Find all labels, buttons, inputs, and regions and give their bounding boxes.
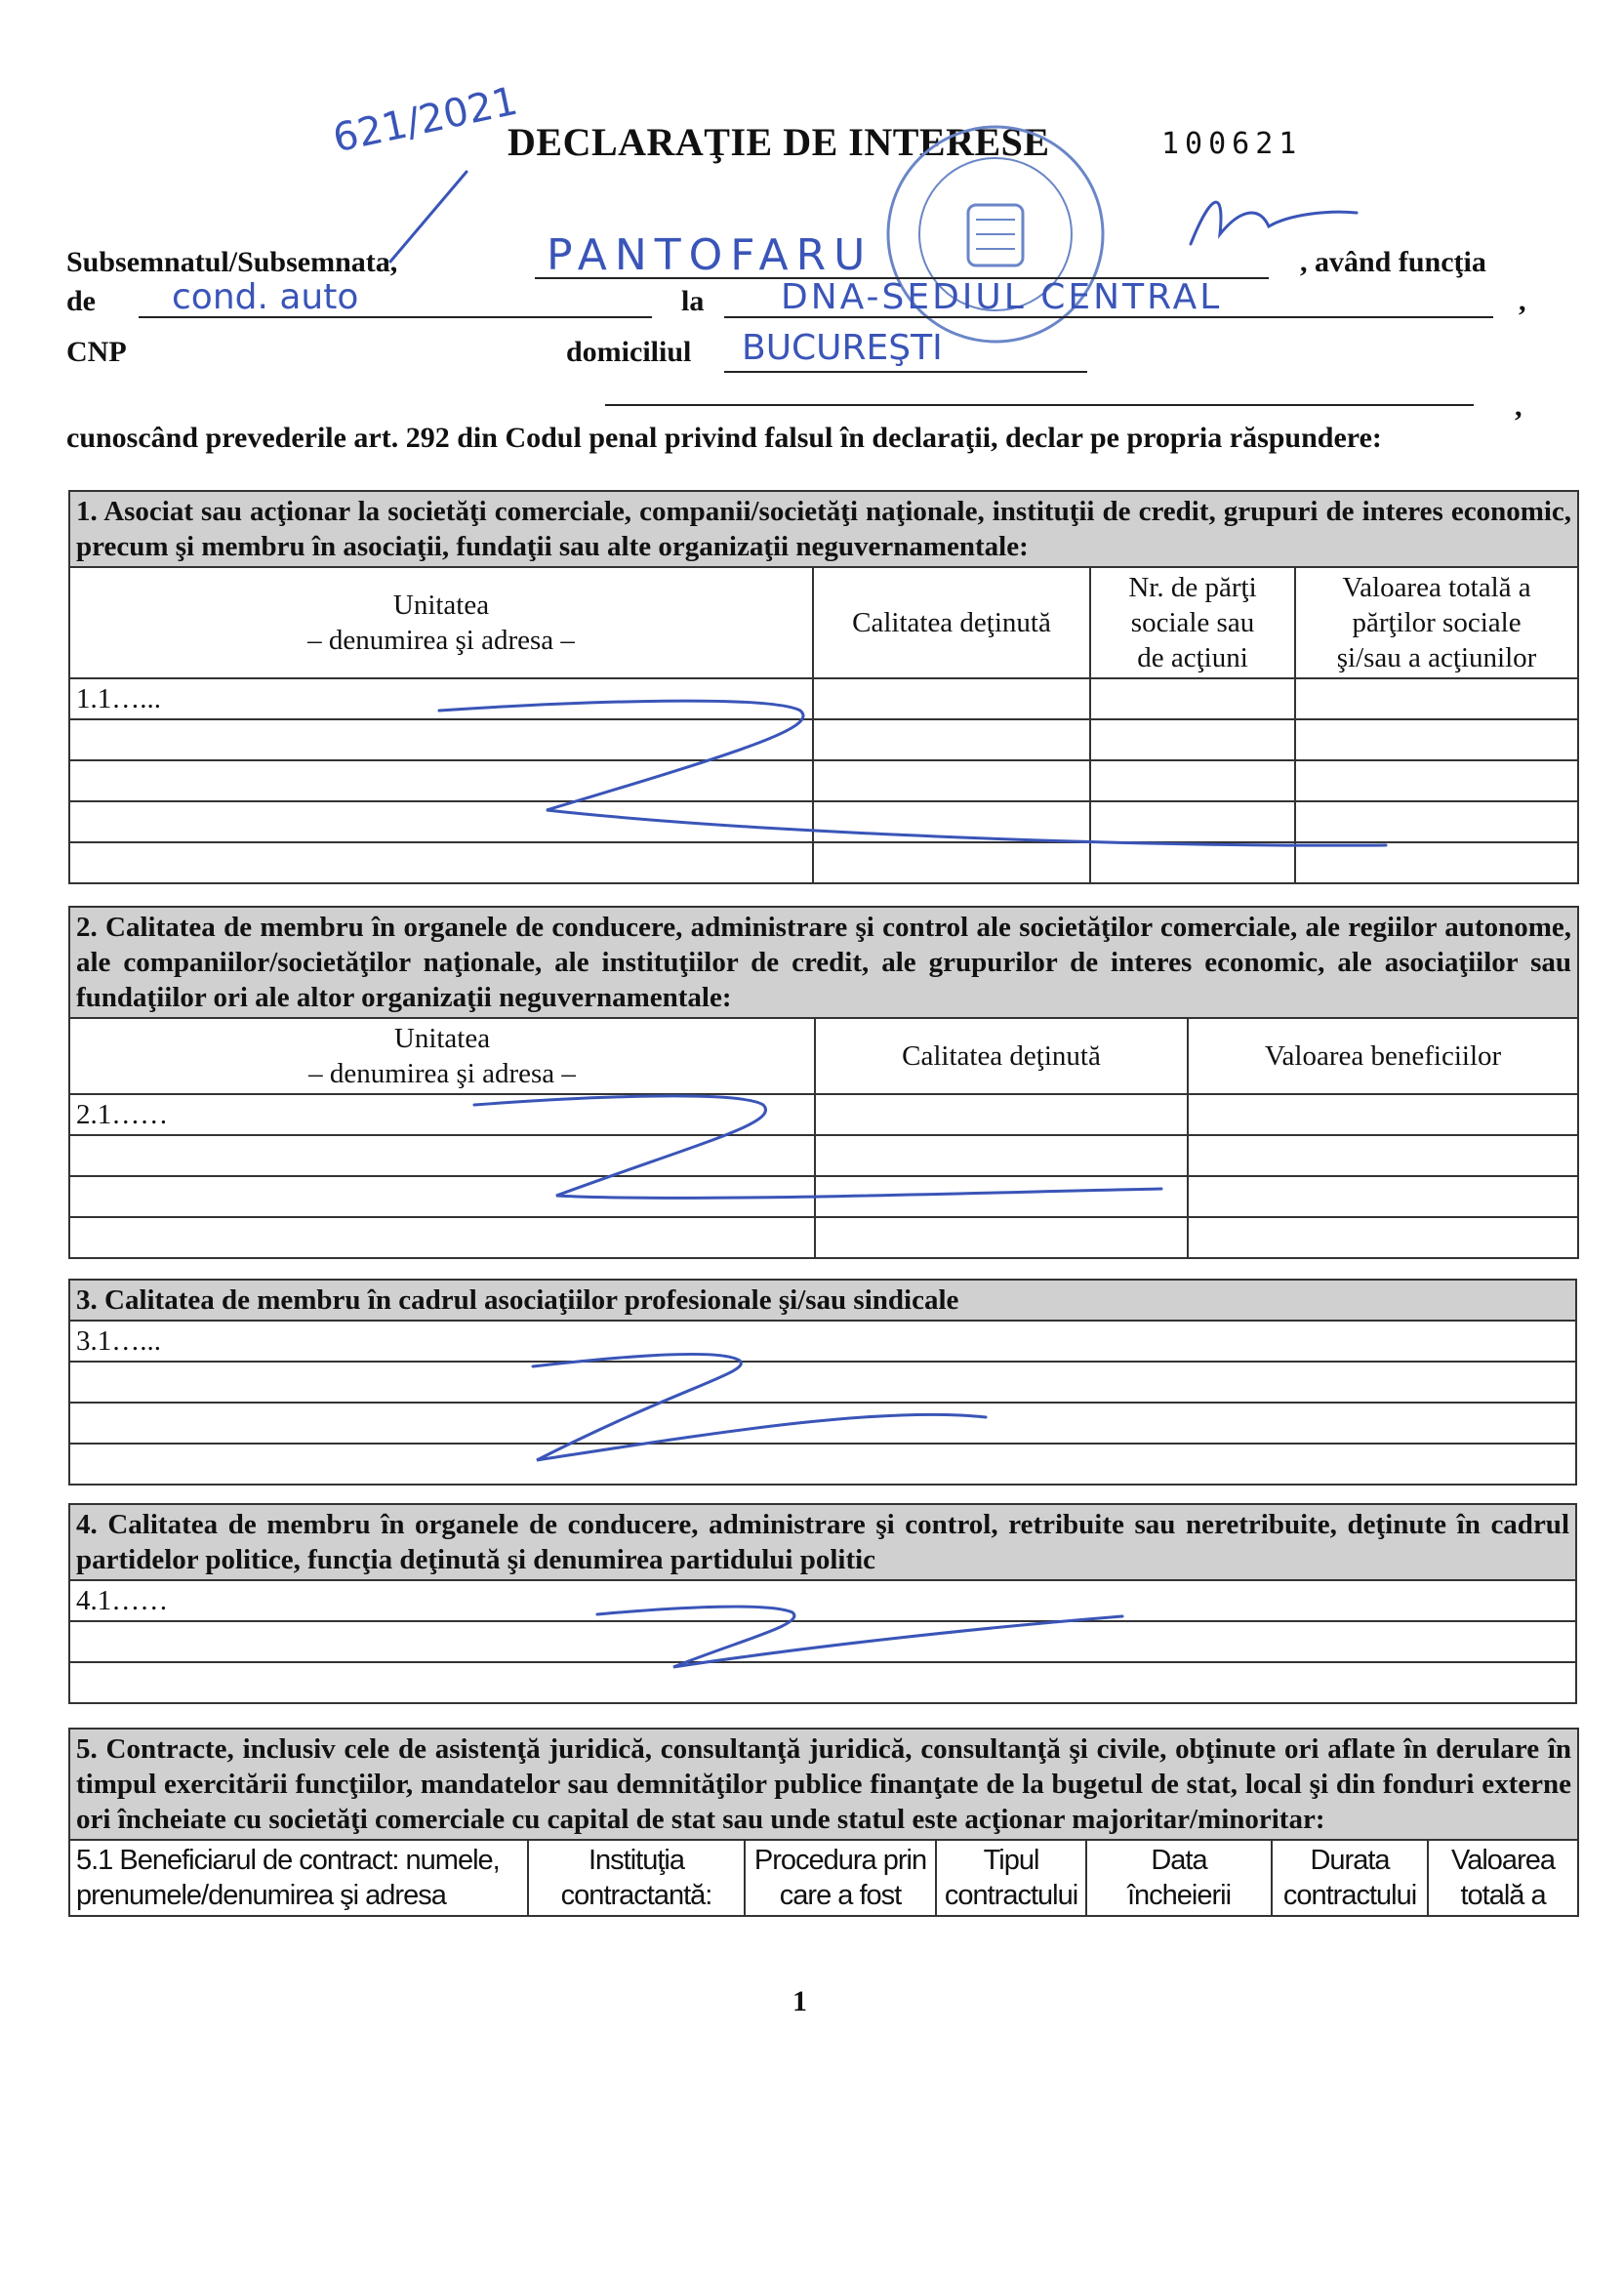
table-row bbox=[69, 1621, 1576, 1662]
section-1-heading: 1. Asociat sau acţionar la societăţi comerciale, companii/societăţi naţionale, instituţii de credit, grupuri de interes economic, precum şi membru în asociaţii, fundaţii sau alte organizaţii neguvernamentale: bbox=[69, 491, 1578, 567]
section-5-table bbox=[68, 1728, 1579, 1917]
column-header-procedura bbox=[745, 1840, 936, 1916]
column-header-beneficiar bbox=[69, 1840, 528, 1916]
column-header-valoarea-beneficiilor: Valoarea beneficiilor bbox=[1188, 1018, 1578, 1094]
header-line: care a fost bbox=[779, 1880, 902, 1911]
header-line: contractantă: bbox=[560, 1880, 712, 1911]
header-line: Procedura prin bbox=[753, 1845, 927, 1876]
header-line: Data bbox=[1151, 1845, 1207, 1876]
column-header-data bbox=[1086, 1840, 1272, 1916]
subsemnatul-label: Subsemnatul/Subsemnata, bbox=[66, 246, 398, 278]
header-line: totală a bbox=[1460, 1880, 1546, 1911]
header-line: 5.1 Beneficiarul de contract: numele, bbox=[76, 1845, 500, 1876]
header-line: – denumirea şi adresa – bbox=[307, 625, 575, 656]
comma-mark: , bbox=[1519, 285, 1526, 317]
header-line: Tipul bbox=[983, 1845, 1039, 1876]
column-header-durata bbox=[1272, 1840, 1428, 1916]
header-line: Instituţia bbox=[589, 1845, 684, 1876]
section-2-table bbox=[68, 906, 1579, 1259]
column-header-valoarea bbox=[1295, 567, 1578, 678]
header-line: Durata bbox=[1310, 1845, 1390, 1876]
cnp-label: CNP bbox=[66, 336, 127, 368]
table-row bbox=[69, 1321, 1576, 1362]
header-line: – denumirea şi adresa – bbox=[308, 1058, 576, 1089]
column-header-unitatea bbox=[69, 567, 813, 678]
avand-functia-label: , având funcţia bbox=[1300, 246, 1486, 278]
row-label: 4.1…… bbox=[69, 1580, 1576, 1621]
table-row bbox=[69, 1403, 1576, 1444]
table-row bbox=[69, 760, 1578, 801]
section-4-heading: 4. Calitatea de membru în organele de conducere, administrare şi control, retribuite sau neretribuite, deţinute în cadrul partidelor politice, funcţia deţinută şi denumirea partidului politic bbox=[69, 1504, 1576, 1580]
document-number: 100621 bbox=[1161, 127, 1303, 161]
header-line: Valoarea bbox=[1451, 1845, 1555, 1876]
document-title: DECLARAŢIE DE INTERESE bbox=[508, 120, 1050, 164]
de-label: de bbox=[66, 285, 96, 317]
section-5-heading: 5. Contracte, inclusiv cele de asistenţă juridică, consultanţă juridică, consultanţă şi civile, obţinute ori aflate în derulare în timpul exercitării funcţiilor, mandatelor sau demnităţilor publice finanţate de la bugetul de stat, local şi din fonduri externe ori încheiate cu societăţi comerciale cu capital de stat sau unde statul este acţionar majoritar/minoritar: bbox=[69, 1729, 1578, 1840]
table-row bbox=[69, 1662, 1576, 1703]
row-label: 1.1…... bbox=[69, 678, 813, 719]
section-2-heading: 2. Calitatea de membru în organele de conducere, administrare şi control ale societăţilor comerciale, ale regiilor autonome, ale companiilor/societăţilor naţionale, ale instituţiilor de credit, ale grupurilor de interes economic, ale asociaţiilor sau fundaţiilor ori ale altor organizaţii neguvernamentale: bbox=[69, 907, 1578, 1018]
signature-scribble bbox=[1191, 202, 1357, 244]
table-row bbox=[69, 842, 1578, 883]
table-row bbox=[69, 1176, 1578, 1217]
domiciliul-label: domiciliul bbox=[566, 336, 692, 368]
column-header-institutia bbox=[528, 1840, 745, 1916]
header-line: contractului bbox=[1282, 1880, 1417, 1911]
section-3-table bbox=[68, 1279, 1577, 1486]
header-line: Nr. de părţi bbox=[1128, 572, 1257, 603]
signature-stroke bbox=[390, 172, 467, 262]
header-line: şi/sau a acţiunilor bbox=[1336, 642, 1537, 673]
row-label: 3.1…... bbox=[69, 1321, 1576, 1362]
page-number: 1 bbox=[792, 1985, 807, 2017]
table-row bbox=[69, 1135, 1578, 1176]
address-continuation-line bbox=[605, 404, 1474, 406]
column-header-valoarea bbox=[1428, 1840, 1578, 1916]
intro-statement: cunoscând prevederile art. 292 din Codul penal privind falsul în declaraţii, declar pe propria răspundere: bbox=[66, 422, 1382, 454]
table-row bbox=[69, 801, 1578, 842]
header-line: Valoarea totală a bbox=[1342, 572, 1531, 603]
section-4-table bbox=[68, 1503, 1577, 1704]
header-line: Unitatea bbox=[392, 590, 490, 621]
domiciliul-field-value: BUCUREŞTI bbox=[742, 328, 943, 368]
table-row bbox=[69, 1094, 1578, 1135]
table-row bbox=[69, 719, 1578, 760]
header-line: contractului bbox=[944, 1880, 1078, 1911]
name-field-value: PANTOFARU bbox=[547, 230, 873, 280]
header-line: de acţiuni bbox=[1137, 642, 1248, 673]
table-row bbox=[69, 678, 1578, 719]
functia-field-value: cond. auto bbox=[172, 277, 359, 317]
table-row bbox=[69, 1580, 1576, 1621]
table-row bbox=[69, 1444, 1576, 1485]
section-3-heading: 3. Calitatea de membru în cadrul asociaţiilor profesionale şi/sau sindicale bbox=[69, 1280, 1576, 1321]
table-row bbox=[69, 1217, 1578, 1258]
institutia-field-value: DNA-SEDIUL CENTRAL bbox=[781, 277, 1223, 317]
column-header-unitatea bbox=[69, 1018, 815, 1094]
row-label: 2.1…… bbox=[69, 1094, 815, 1135]
header-line: Unitatea bbox=[393, 1023, 491, 1054]
column-header-tipul bbox=[936, 1840, 1086, 1916]
table-row bbox=[69, 1362, 1576, 1403]
header-line: sociale sau bbox=[1130, 607, 1255, 638]
column-header-calitatea: Calitatea deţinută bbox=[815, 1018, 1188, 1094]
handwritten-register-number: 621/2021 bbox=[329, 78, 522, 162]
section-1-table bbox=[68, 490, 1579, 884]
column-header-calitatea: Calitatea deţinută bbox=[813, 567, 1090, 678]
header-line: încheierii bbox=[1126, 1880, 1232, 1911]
column-header-nr-parti bbox=[1090, 567, 1295, 678]
header-line: prenumele/denumirea şi adresa bbox=[76, 1880, 446, 1911]
la-label: la bbox=[681, 285, 705, 317]
comma-mark: , bbox=[1515, 390, 1522, 423]
domiciliul-field-line bbox=[724, 371, 1087, 373]
header-line: părţilor sociale bbox=[1352, 607, 1522, 638]
